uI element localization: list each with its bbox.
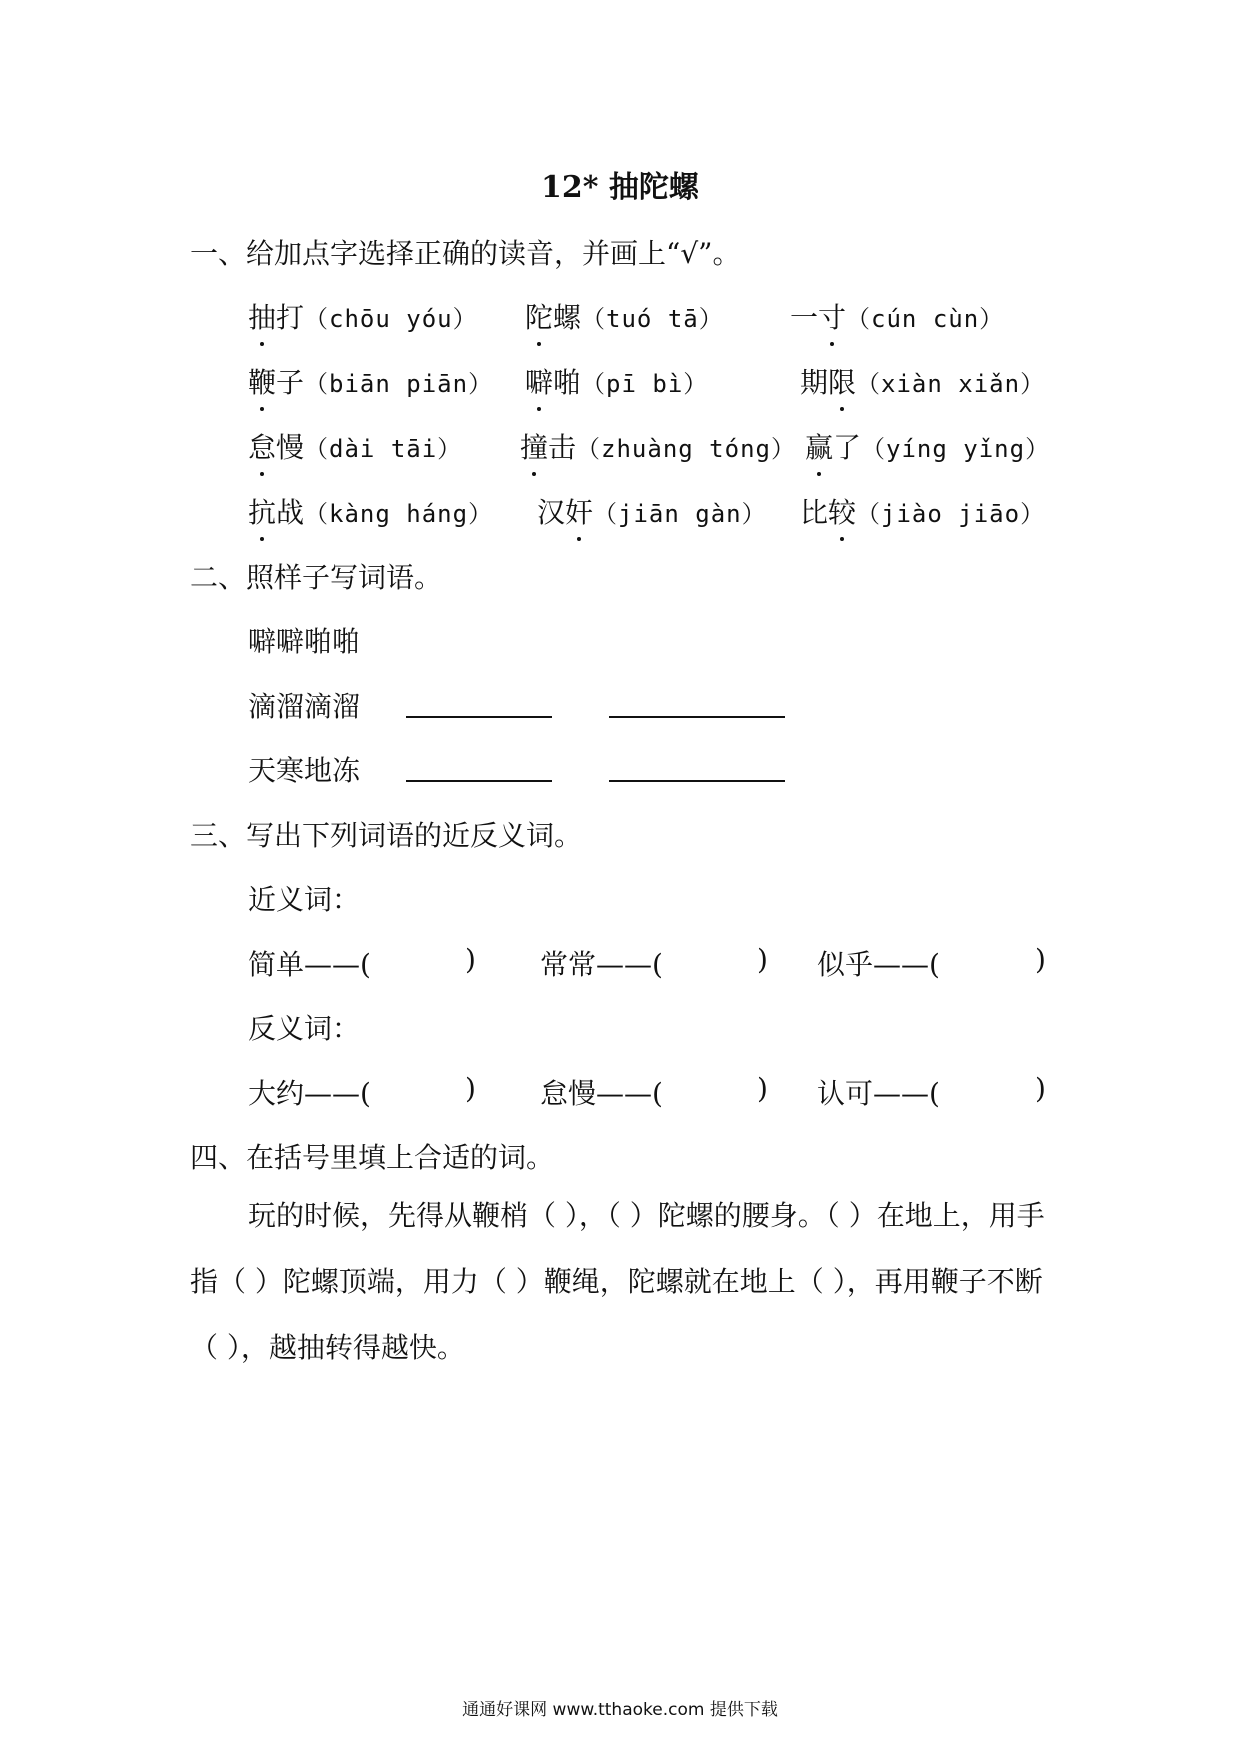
antonym-item: 认可——(	[817, 1077, 940, 1110]
word-char: 一	[790, 301, 819, 334]
word-char: 了	[833, 431, 862, 464]
pinyin-options[interactable]: （jiān gàn）	[593, 500, 767, 528]
page-title: 12* 抽陀螺	[541, 170, 699, 205]
word-char: 慢	[276, 431, 305, 464]
answer-blank[interactable]	[406, 780, 552, 782]
pinyin-options[interactable]: （kàng háng）	[304, 500, 494, 528]
word-char: 啪	[553, 366, 582, 399]
dotted-char: 抗	[248, 491, 276, 531]
dotted-char: 陀	[525, 296, 553, 336]
section-3-heading: 三、写出下列词语的近反义词。	[190, 819, 583, 852]
pinyin-options[interactable]: （zhuàng tóng）	[576, 435, 796, 463]
pinyin-item	[248, 296, 478, 336]
pinyin-options[interactable]: （dài tāi）	[304, 435, 463, 463]
dotted-char: 噼	[525, 361, 553, 401]
dotted-char: 怠	[248, 426, 276, 466]
word-char: 打	[276, 301, 305, 334]
pattern-word-1: 滴溜滴溜	[248, 690, 361, 723]
word-char: 子	[276, 366, 305, 399]
word-char: 击	[548, 431, 577, 464]
dotted-char: 抽	[248, 296, 276, 336]
synonym-item: 似乎——(	[817, 948, 940, 981]
close-paren: )	[465, 943, 476, 976]
close-paren: )	[1035, 943, 1046, 976]
pattern-word-2: 天寒地冻	[248, 754, 361, 787]
pinyin-item	[800, 361, 1045, 401]
dotted-char: 较	[828, 491, 856, 531]
dotted-char: 寸	[818, 296, 846, 336]
dotted-char: 限	[828, 361, 856, 401]
answer-blank[interactable]	[406, 716, 552, 718]
example-word: 噼噼啪啪	[248, 625, 361, 658]
pinyin-item	[805, 426, 1050, 466]
footer-text: 通通好课网 www.tthaoke.com 提供下载	[462, 1700, 778, 1720]
pinyin-item	[248, 426, 462, 466]
dotted-char: 鞭	[248, 361, 276, 401]
pinyin-options[interactable]: （tuó tā）	[581, 305, 724, 333]
close-paren: )	[757, 943, 768, 976]
answer-blank[interactable]	[609, 780, 785, 782]
word-char: 期	[800, 366, 829, 399]
section-1-heading: 一、给加点字选择正确的读音，并画上“√”。	[190, 237, 741, 270]
pinyin-options[interactable]: （yíng yǐng）	[861, 435, 1051, 463]
synonym-label: 近义词：	[248, 883, 361, 916]
close-paren: )	[757, 1072, 768, 1105]
antonym-label: 反义词：	[248, 1012, 361, 1045]
pinyin-item	[800, 491, 1045, 531]
dotted-char: 赢	[805, 426, 833, 466]
paragraph-text: 玩的时候，先得从鞭梢（ ），（ ）陀螺的腰身。（ ）在地上，用手指（ ）陀螺顶端，用力（ ）鞭绳，陀螺就在地上（ ），再用鞭子不断（ ），越抽转得越快。	[190, 1199, 1045, 1364]
answer-blank[interactable]	[609, 716, 785, 718]
pinyin-item	[248, 361, 493, 401]
dotted-char: 奸	[565, 491, 593, 531]
word-char: 战	[276, 496, 305, 529]
word-char: 汉	[537, 496, 566, 529]
pinyin-item	[790, 296, 1004, 336]
word-char: 比	[800, 496, 829, 529]
synonym-item: 简单——(	[248, 948, 371, 981]
antonym-item: 大约——(	[248, 1077, 371, 1110]
pinyin-item	[520, 426, 796, 466]
dotted-char: 撞	[520, 426, 548, 466]
section-2-heading: 二、照样子写词语。	[190, 561, 443, 594]
pinyin-options[interactable]: （jiào jiāo）	[856, 500, 1046, 528]
section-4-heading: 四、在括号里填上合适的词。	[190, 1141, 555, 1174]
pinyin-item	[525, 361, 708, 401]
antonym-item: 怠慢——(	[540, 1077, 663, 1110]
close-paren: )	[1035, 1072, 1046, 1105]
pinyin-item	[537, 491, 767, 531]
pinyin-item	[248, 491, 493, 531]
pinyin-options[interactable]: （xiàn xiǎn）	[856, 370, 1046, 398]
word-char: 螺	[553, 301, 582, 334]
synonym-item: 常常——(	[540, 948, 663, 981]
fill-in-paragraph	[190, 1183, 1060, 1381]
pinyin-options[interactable]: （biān piān）	[304, 370, 494, 398]
pinyin-options[interactable]: （chōu yóu）	[304, 305, 478, 333]
pinyin-options[interactable]: （cún cùn）	[846, 305, 1005, 333]
pinyin-options[interactable]: （pī bì）	[581, 370, 709, 398]
close-paren: )	[465, 1072, 476, 1105]
pinyin-item	[525, 296, 724, 336]
